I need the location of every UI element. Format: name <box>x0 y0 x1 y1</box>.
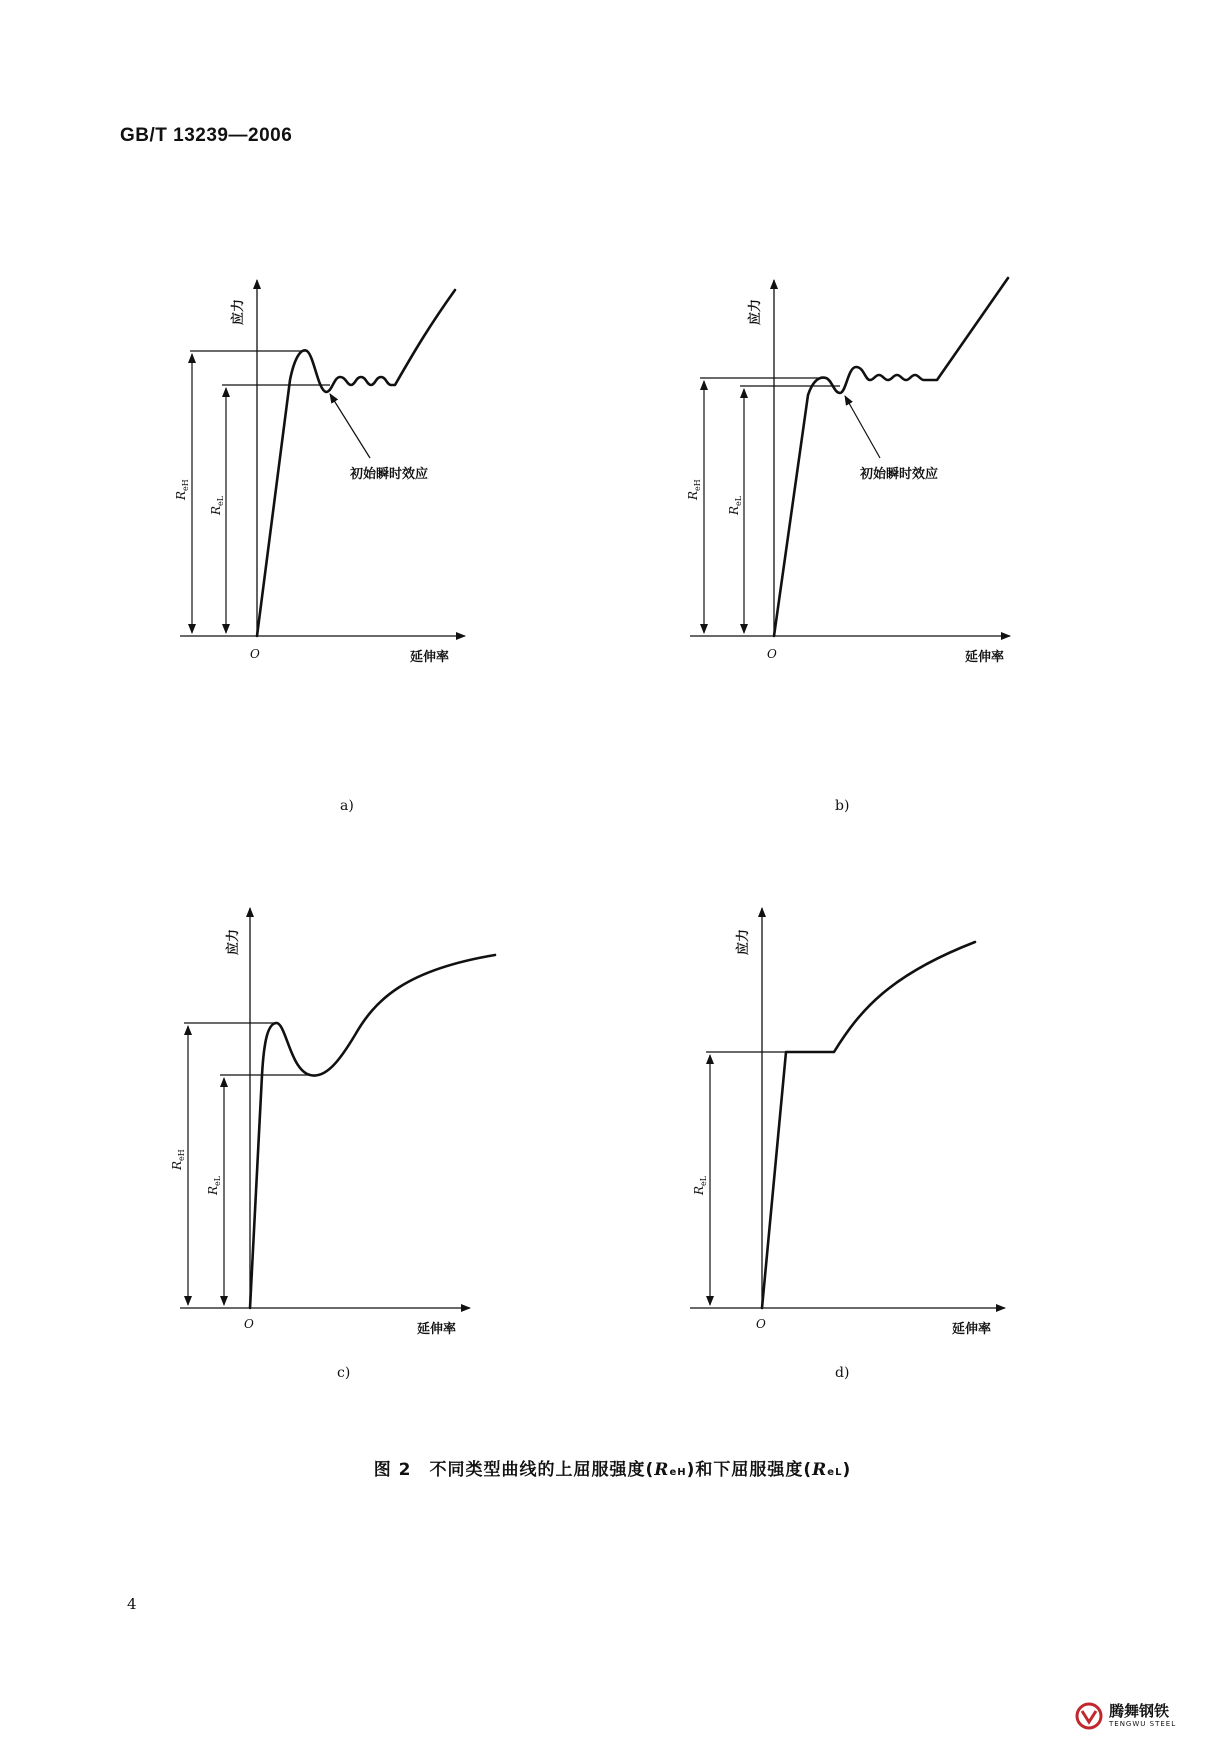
panel-label-b: b) <box>835 798 850 814</box>
origin-label: O <box>767 647 777 661</box>
svg-text:ReH: $R_{eH}$ <box>686 479 702 500</box>
x-axis-label: 延伸率 <box>410 650 450 665</box>
panel-label-a: a) <box>340 798 354 814</box>
y-axis-label: 应力 <box>226 928 241 955</box>
stress-strain-chart-b <box>686 270 1030 690</box>
reh-label <box>170 1149 186 1171</box>
annotation-text: 初始瞬时效应 <box>350 467 429 482</box>
figure-caption: 图 2 不同类型曲线的上屈服强度(ReH)和下屈服强度(ReL) <box>373 1460 852 1480</box>
figure-d <box>690 900 1030 1337</box>
svg-text:ReH: $R_{eH}$ <box>174 479 190 500</box>
svg-text:ReH: $R_{eH}$ <box>170 1149 186 1170</box>
origin-label: O <box>250 647 260 661</box>
rel-label <box>727 495 743 516</box>
x-axis-label: 延伸率 <box>965 650 1005 665</box>
figure-a <box>174 270 520 690</box>
rel-label <box>209 495 225 516</box>
stress-curve-b <box>774 278 1008 636</box>
y-axis-label: 应力 <box>748 298 763 325</box>
logo-mark-icon <box>1075 1702 1103 1730</box>
stress-strain-chart-c <box>170 900 520 1337</box>
figure-c <box>170 900 520 1337</box>
origin-label: O <box>756 1317 766 1331</box>
standard-number: GB/T 13239—2006 <box>120 125 293 146</box>
reh-label <box>174 479 190 501</box>
svg-text:ReL: $R_{eL}$ <box>692 1175 708 1195</box>
figure-b <box>686 270 1030 690</box>
watermark-logo <box>1075 1700 1215 1736</box>
panel-label-c: c) <box>337 1365 351 1381</box>
y-axis-label: 应力 <box>736 928 751 955</box>
reh-label <box>686 479 702 501</box>
x-axis-label: 延伸率 <box>417 1322 457 1337</box>
page-number: 4 <box>127 1595 137 1613</box>
rel-label <box>692 1175 708 1196</box>
stress-curve-d <box>762 942 975 1308</box>
svg-text:ReL: $R_{eL}$ <box>727 495 743 515</box>
stress-curve-c <box>250 955 495 1308</box>
stress-curve-a <box>257 290 455 636</box>
logo-text-en: TENGWU STEEL <box>1109 1720 1177 1728</box>
annotation-text: 初始瞬时效应 <box>860 467 939 482</box>
panel-label-d: d) <box>835 1365 850 1381</box>
stress-strain-chart-a <box>174 270 520 690</box>
y-axis-label: 应力 <box>231 298 246 325</box>
effect-pointer-arrow <box>845 396 880 458</box>
stress-strain-chart-d <box>690 900 1030 1337</box>
effect-pointer-arrow <box>330 394 370 458</box>
svg-text:ReL: $R_{eL}$ <box>209 495 225 515</box>
origin-label: O <box>244 1317 254 1331</box>
x-axis-label: 延伸率 <box>952 1322 992 1337</box>
logo-text-cn: 腾舞钢铁 <box>1109 1702 1170 1720</box>
svg-text:ReL: $R_{eL}$ <box>206 1175 222 1195</box>
rel-label <box>206 1175 222 1196</box>
